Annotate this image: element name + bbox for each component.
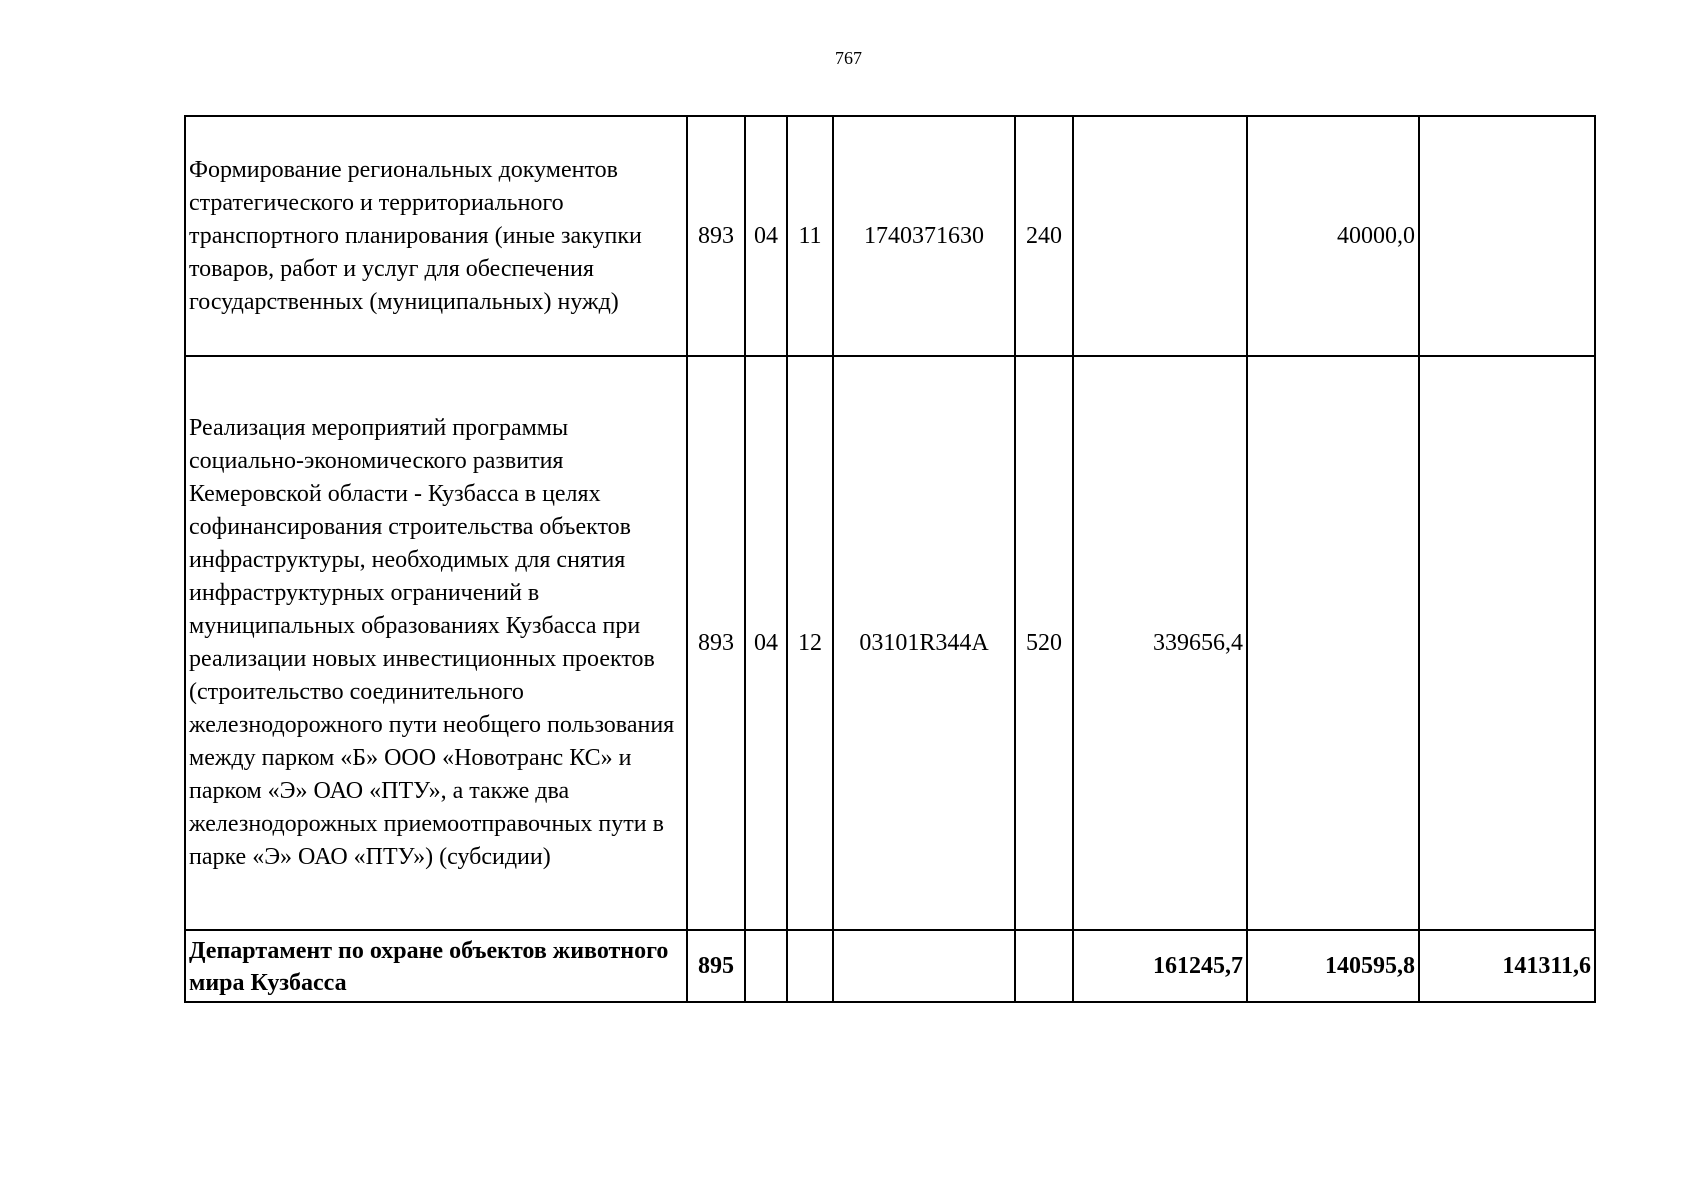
subsection-code (787, 930, 833, 1002)
target-article-code: 1740371630 (833, 116, 1015, 356)
amount-2: 40000,0 (1247, 116, 1419, 356)
section-code: 04 (745, 116, 787, 356)
target-article-code: 03101R344A (833, 356, 1015, 930)
row-name: Департамент по охране объектов животного мира Кузбасса (185, 930, 687, 1002)
amount-1: 161245,7 (1073, 930, 1247, 1002)
amount-1 (1073, 116, 1247, 356)
row-name: Формирование региональных документов стратегического и территориального транспортного планирования (иные закупки товаров, работ и услуг для обеспечения государственных (муниципальных) нужд) (185, 116, 687, 356)
amount-3: 141311,6 (1419, 930, 1595, 1002)
row-name: Реализация мероприятий программы социально-экономического развития Кемеровской области - Кузбасса в целях софинансирования строительства объектов инфраструктуры, необходимых для снятия инфраструктурных ограничений в муниципальных образованиях Кузбасса при реализации новых инвестиционных проектов (строительство соединительного железнодорожного пути необщего пользования между парком «Б» ООО «Новотранс КС» и парком «Э» ОАО «ПТУ», а также два железнодорожных приемоотправочных пути в парке «Э» ОАО «ПТУ») (субсидии) (185, 356, 687, 930)
subsection-code: 11 (787, 116, 833, 356)
table-row (185, 116, 1595, 356)
ministry-code: 893 (687, 116, 745, 356)
amount-3 (1419, 116, 1595, 356)
budget-table (184, 115, 1596, 1003)
ministry-code: 893 (687, 356, 745, 930)
table-row-total (185, 930, 1595, 1002)
expense-type-code: 240 (1015, 116, 1073, 356)
table-row (185, 356, 1595, 930)
amount-2 (1247, 356, 1419, 930)
amount-3 (1419, 356, 1595, 930)
expense-type-code (1015, 930, 1073, 1002)
target-article-code (833, 930, 1015, 1002)
page-number: 767 (835, 48, 862, 68)
amount-2: 140595,8 (1247, 930, 1419, 1002)
section-code (745, 930, 787, 1002)
expense-type-code: 520 (1015, 356, 1073, 930)
section-code: 04 (745, 356, 787, 930)
amount-1: 339656,4 (1073, 356, 1247, 930)
subsection-code: 12 (787, 356, 833, 930)
ministry-code: 895 (687, 930, 745, 1002)
